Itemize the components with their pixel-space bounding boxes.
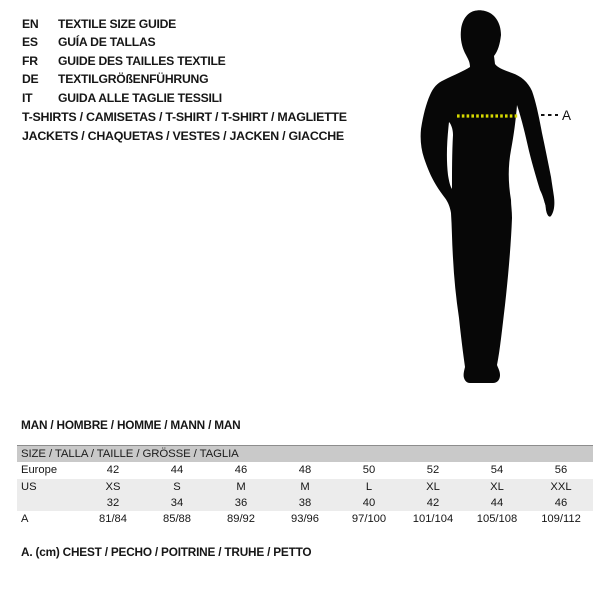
size-cell: 32 [106,497,120,509]
size-cell: 93/96 [291,513,319,525]
lang-row-de [22,70,226,88]
man-silhouette [421,10,555,383]
row-label [17,495,81,511]
size-cell: 40 [362,497,376,509]
lang-title: GUIDE DES TAILLES TEXTILE [58,53,226,68]
lang-code: DE [22,72,39,87]
size-cell: 54 [490,464,504,476]
size-cell: S [173,481,181,493]
size-cell: XS [105,481,121,493]
size-cell: 52 [426,464,440,476]
garment-categories [22,108,347,145]
size-cell: 97/100 [351,513,387,525]
size-cell: M [300,481,310,493]
size-cell: 48 [298,464,312,476]
size-cell: L [365,481,373,493]
size-cell: 38 [298,497,312,509]
measurement-footnote: A. (cm) CHEST / PECHO / POITRINE / TRUHE / PETTO [21,545,312,559]
category-tshirts: T-SHIRTS / CAMISETAS / T-SHIRT / T-SHIRT / MAGLIETTE [22,110,347,124]
measure-label-a: A [562,108,572,123]
measurement-figure [355,0,600,400]
size-cell: 36 [234,497,248,509]
size-cell: 81/84 [99,513,127,525]
size-cell: 85/88 [163,513,191,525]
size-cell: 89/92 [227,513,255,525]
lang-code: FR [22,53,38,68]
lang-row-en [22,15,226,33]
lang-row-es [22,33,226,51]
size-cell: 101/104 [412,513,454,525]
size-cell: M [236,481,246,493]
lang-row-fr [22,52,226,70]
size-cell: XL [426,481,440,493]
category-jackets: JACKETS / CHAQUETAS / VESTES / JACKEN / GIACCHE [22,128,344,143]
table-row-europe [17,462,593,479]
lang-title: TEXTILE SIZE GUIDE [58,17,177,31]
size-cell: XL [490,481,504,493]
table-row-us [17,479,593,495]
section-title-man: MAN / HOMBRE / HOMME / MANN / MAN [21,418,241,432]
size-cell: 42 [426,497,440,509]
row-label: US [21,481,37,493]
lang-row-it [22,89,226,107]
language-title-list [22,15,226,107]
table-row-chest-cm [17,511,593,528]
size-cell: 109/112 [541,513,581,525]
lang-title: TEXTILGRÖßENFÜHRUNG [58,72,209,87]
lang-code: EN [22,17,39,31]
row-label: A [21,513,29,525]
size-table [17,445,593,528]
size-cell: 46 [234,464,248,476]
size-cell: 56 [554,464,568,476]
size-cell: 44 [170,464,184,476]
size-cell: XXL [550,481,572,493]
lang-title: GUIDA ALLE TAGLIE TESSILI [58,90,222,105]
size-cell: 50 [362,464,376,476]
size-cell: 34 [170,497,184,509]
lang-code: IT [22,90,33,105]
size-cell: 46 [554,497,568,509]
lang-title: GUÍA DE TALLAS [58,35,156,50]
size-table-header: SIZE / TALLA / TAILLE / GRÖSSE / TAGLIA [17,445,593,462]
table-row-us-numeric [17,495,593,511]
size-cell: 105/108 [476,513,518,525]
lang-code: ES [22,35,38,50]
size-cell: 44 [490,497,504,509]
row-label: Europe [21,464,58,476]
size-cell: 42 [106,464,120,476]
